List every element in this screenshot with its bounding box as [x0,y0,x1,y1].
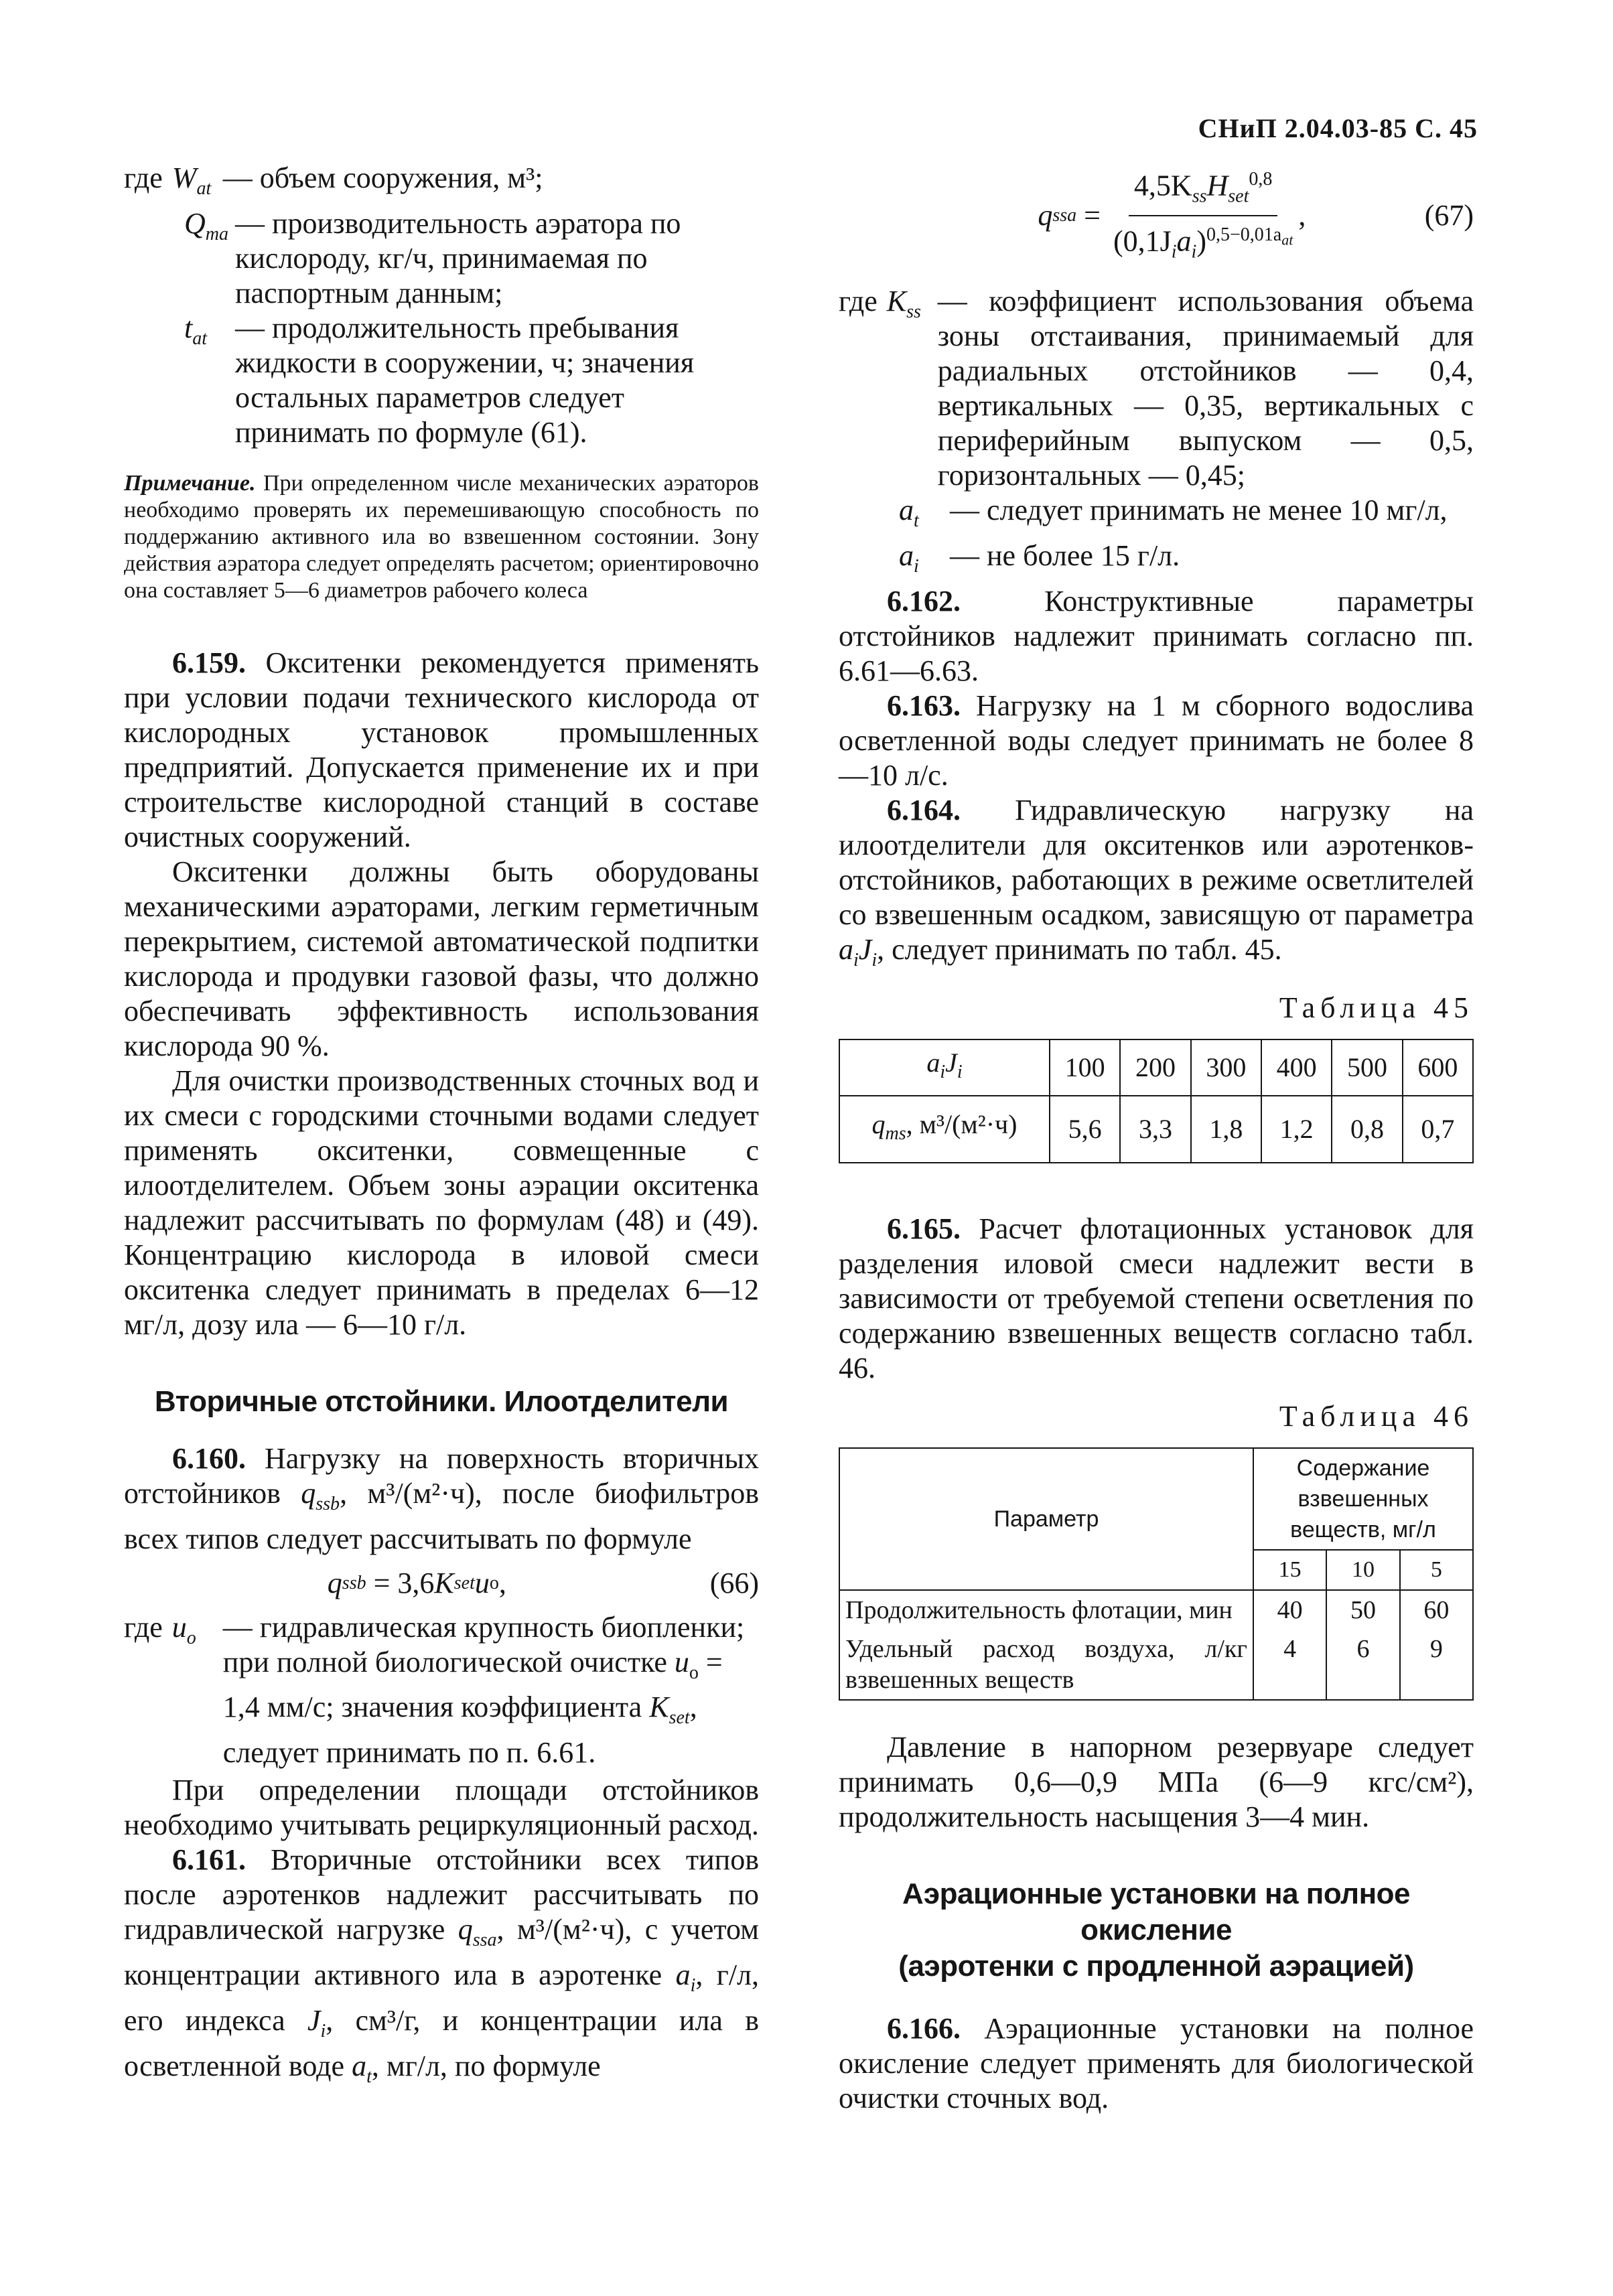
def-where [124,161,759,206]
table-cell: 40 [1253,1590,1326,1630]
table-cell: 9 [1400,1630,1473,1700]
paragraph: Для очистки производственных сточных вод и их смеси с городскими сточными водами следует применять окситенки, совмещенные с илоотделителем. Объем зоны аэрации окситенка надлежит рассчитывать по формулам (48) и (49). Концентрацию кислорода в иловой смеси окситенка следует принимать в пределах 6—12 мг/л, дозу ила — 6—10 г/л. [124,1064,759,1341]
formula-67 [839,168,1474,263]
clause-number: 6.164. [887,793,961,827]
paragraph-6-163: 6.163. Нагрузку на 1 м сборного водослива осветленной воды следует принимать не более 8—10 л/с. [839,689,1474,792]
section-title: Вторичные отстойники. Илоотделители [154,1384,729,1418]
table-cell: 100 [1050,1039,1120,1096]
note-label: Примечание. [124,470,256,496]
table-cell: 5,6 [1050,1096,1120,1163]
def-row [839,539,1474,584]
def-text: — продолжительность пребывания жидкости в сооружении, ч; значения остальных параметров следует принимать по формуле (61). [235,311,695,449]
clause-number: 6.165. [887,1212,961,1246]
paragraph-6-160: 6.160. Нагрузку на поверхность вторичных отстойников $q_{ssb}$, м³/(м²·ч), после биофильтров всех типов следует рассчитывать по формуле [124,1441,760,1555]
table-cell: 300 [1191,1039,1261,1096]
right-column [839,161,1474,2116]
table-header-cell: Параметр [839,1448,1253,1590]
paragraph-6-165: 6.165. Расчет флотационных установок для разделения иловой смеси надлежит вести в зависимости от требуемой степени осветления по содержанию взвешенных веществ согласно табл. 46. [839,1212,1474,1385]
table-cell: 0,7 [1403,1096,1473,1163]
table-header-cell: 10 [1326,1550,1399,1590]
definitions-list-3 [839,284,1474,584]
table-46 [839,1447,1474,1701]
def-text: — следует принимать не менее 10 мг/л, [950,494,1448,526]
formula-number: (66) [709,1566,759,1599]
def-row [124,311,759,450]
clause-number: 6.159. [172,646,246,679]
formula-body: q ssb = 3,6 K set u o , [327,1566,506,1599]
def-symbol: $W_{at}$ [171,161,212,199]
paragraph-6-164: 6.164. Гидравлическую нагрузку на илоотделители для окситенков или аэротенков-отстойников, работающих в режиме осветлителей со взвешенным осадком, зависящую от параметра $a_iJ_i$, следует принимать по табл. 45. [839,793,1474,971]
table-cell: 1,2 [1261,1096,1332,1163]
formula-body: q ssa = $\frac{4,5K_{ss}H_{set}^{0,8}}{(0,1J_ia_i)^{0,5-0,01a_{at}}}$ , [839,162,1425,270]
def-symbol: $t_{at}$ [184,311,208,349]
def-row: где $K_{ss}$ — коэффициент использования объема зоны отстаивания, принимаемый для радиальных отстойников — 0,4, вертикальных — 0,35, вертикальных с периферийным выпуском — 0,5, горизонтальных — 0,45; [839,285,1474,492]
table-row [839,1039,1473,1096]
def-text: — гидравлическая крупность биопленки; при полной биологической очистке $u_o = 1,4$ мм/с; значения коэффициента $K_{set}$, следует принимать по п. 6.61. [222,1610,745,1770]
clause-number: 6.163. [887,689,961,722]
note [124,470,759,604]
table-row [839,1448,1473,1550]
table-cell: 500 [1332,1039,1402,1096]
formula-fraction: $\frac{4,5K_{ss}H_{set}^{0,8}}{(0,1J_ia_i)^{0,5-0,01a_{at}}}$ [1108,162,1298,270]
section-title: Аэрационные установки на полное окисление (аэротенки с продленной аэрацией) [898,1877,1414,1983]
definitions-list-1 [124,161,759,450]
table-45-caption: Таблица 45 [1279,991,1474,1025]
def-text: — не более 15 г/л. [950,539,1180,572]
formula-66 [124,1566,759,1601]
table-header-cell: 15 [1253,1550,1326,1590]
def-symbol: $u_o$ [171,1610,196,1648]
table-cell: 400 [1261,1039,1332,1096]
table-cell: Продолжительность флотации, мин [839,1590,1253,1630]
def-symbol: $a_t$ [899,494,919,531]
table-cell: 50 [1326,1590,1399,1630]
paragraph-6-161: 6.161. Вторичные отстойники всех типов после аэротенков надлежит рассчитывать по гидравлической нагрузке $q_{ssa}$, м³/(м²·ч), с учетом концентрации активного ила в аэротенке $a_i$, г/л, его индекса $J_i$, см³/г, и концентрации ила в осветленной воде $a_t$, мг/л, по формуле [124,1843,760,2087]
formula-number: (67) [1424,199,1474,232]
table-cell: 200 [1120,1039,1190,1096]
def-text: — объем сооружения, м³; [222,161,543,194]
paragraph-6-159 [124,646,759,855]
paragraph-6-166: 6.166. Аэрационные установки на полное окисление следует применять для биологической очистки сточных вод. [839,2012,1474,2115]
def-symbol: $a_i$ [899,539,919,577]
table-cell: 60 [1400,1590,1473,1630]
table-header-cell: 5 [1400,1550,1473,1590]
def-text: — производительность аэратора по кислороду, кг/ч, принимаемая по паспортным данным; [235,206,681,309]
table-46-caption: Таблица 46 [1279,1400,1474,1433]
table-cell: 4 [1253,1630,1326,1700]
table-cell: $a_iJ_i$ [839,1039,1050,1096]
clause-number: 6.161. [172,1843,246,1877]
paragraph: Давление в напорном резервуаре следует принимать 0,6—0,9 МПа (6—9 кгс/см²), продолжительность насыщения 3—4 мин. [839,1731,1474,1834]
table-cell: Удельный расход воздуха, л/кг взвешенных веществ [839,1630,1253,1700]
table-header-cell: Содержание взвешенных веществ, мг/л [1253,1448,1473,1550]
clause-number: 6.166. [887,2012,961,2046]
def-row [839,493,1474,539]
table-cell: 3,3 [1120,1096,1190,1163]
page-header: СНиП 2.04.03-85 С. 45 [1198,113,1478,143]
table-45 [839,1039,1474,1163]
paragraph-text: Окситенки рекомендуется применять при условии подачи технического кислорода от кислородных установок промышленных предприятий. Допускается применение их и при строительстве кислородной станций в составе очистных сооружений. [124,646,760,853]
clause-number: 6.160. [172,1441,246,1475]
def-row [124,206,759,311]
note-text: При определенном числе механических аэраторов необходимо проверять их перемешивающую способность по поддержанию активного ила во взвешенном состоянии. Зону действия аэратора следует определять расчетом; ориентировочно она составляет 5—6 диаметров рабочего колеса [124,470,759,603]
definitions-list-2: где $u_o$ — гидравлическая крупность биопленки; при полной биологической очистке $u_o = 1,4$ мм/с; значения коэффициента $K_{set}$, следует принимать по п. 6.61. [124,1610,759,1771]
table-cell: 0,8 [1332,1096,1402,1163]
table-row [839,1590,1473,1630]
table-cell: 6 [1326,1630,1399,1700]
left-column [124,161,759,2094]
paragraph-6-162: 6.162. Конструктивные параметры отстойников надлежит принимать согласно пп. 6.61—6.63. [839,584,1474,687]
table-row [839,1630,1473,1700]
table-cell: 1,8 [1191,1096,1261,1163]
paragraph: Окситенки должны быть оборудованы механическими аэраторами, легким герметичным перекрытием, системой автоматической подпитки кислорода и продувки газовой фазы, что должно обеспечивать эффективность использования кислорода 90 %. [124,855,759,1062]
clause-number: 6.162. [887,584,961,618]
table-row [839,1096,1473,1163]
def-symbol: $K_{ss}$ [886,285,921,322]
def-where-word: где [124,161,163,194]
def-text: — коэффициент использования объема зоны отстаивания, принимаемый для радиальных отстойников — 0,4, вертикальных — 0,35, вертикальных с периферийным выпуском — 0,5, горизонтальных — 0,45; [937,285,1474,492]
paragraph: При определении площади отстойников необходимо учитывать рециркуляционный расход. [124,1774,759,1842]
def-symbol: $Q_{ma}$ [184,206,229,244]
table-cell: 600 [1403,1039,1473,1096]
table-cell: $q_{ms}$, м³/(м²·ч) [839,1096,1050,1163]
